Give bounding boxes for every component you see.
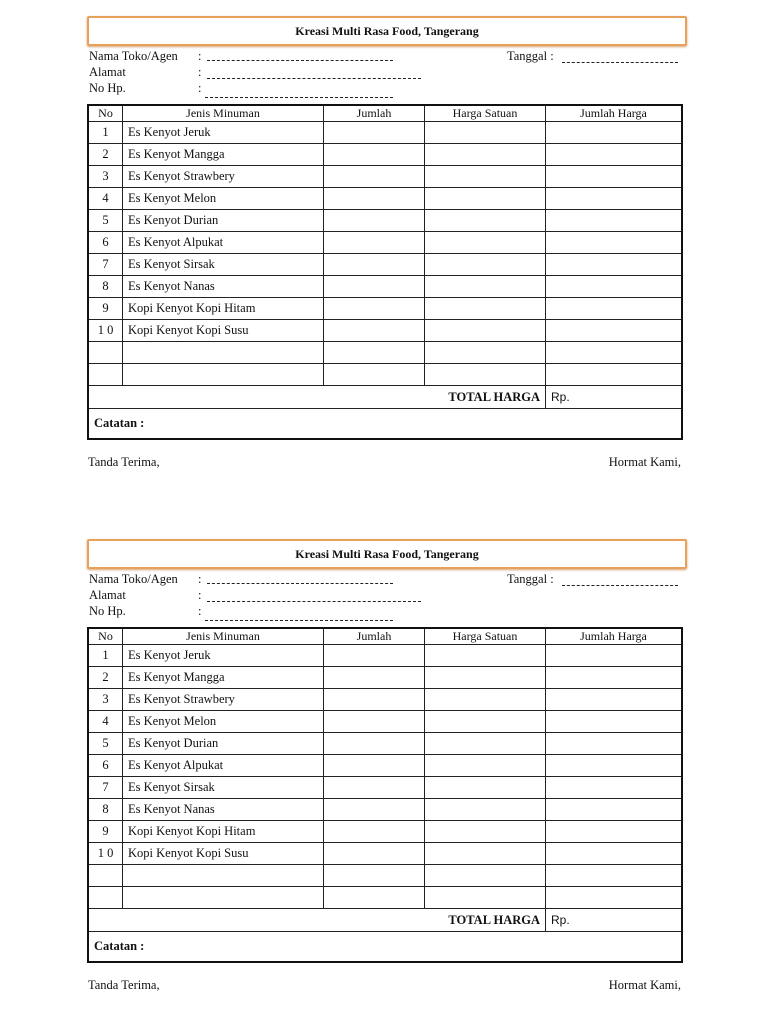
jumlah-harga-cell[interactable] xyxy=(546,777,683,799)
row-number: 3 xyxy=(88,689,123,711)
table-row xyxy=(88,843,682,865)
total-row xyxy=(88,386,682,409)
table-row xyxy=(88,777,682,799)
table-row xyxy=(88,711,682,733)
column-header: Jumlah xyxy=(324,105,425,122)
item-name: Kopi Kenyot Kopi Hitam xyxy=(123,298,324,320)
jumlah-harga-cell[interactable] xyxy=(546,254,683,276)
catatan-label[interactable]: Catatan : xyxy=(88,409,682,440)
table-row xyxy=(88,799,682,821)
total-value[interactable]: Rp. xyxy=(546,386,683,409)
jumlah-cell[interactable] xyxy=(324,865,425,887)
jumlah-harga-cell[interactable] xyxy=(546,166,683,188)
row-number: 9 xyxy=(88,821,123,843)
jumlah-cell[interactable] xyxy=(324,364,425,386)
item-name xyxy=(123,364,324,386)
jumlah-cell[interactable] xyxy=(324,210,425,232)
harga-satuan-cell[interactable] xyxy=(425,865,546,887)
jumlah-cell[interactable] xyxy=(324,298,425,320)
harga-satuan-cell[interactable] xyxy=(425,645,546,667)
item-name: Es Kenyot Mangga xyxy=(123,144,324,166)
harga-satuan-cell[interactable] xyxy=(425,821,546,843)
jumlah-cell[interactable] xyxy=(324,843,425,865)
harga-satuan-cell[interactable] xyxy=(425,254,546,276)
tanda-terima: Tanda Terima, xyxy=(88,455,160,469)
jumlah-harga-cell[interactable] xyxy=(546,364,683,386)
harga-satuan-cell[interactable] xyxy=(425,144,546,166)
harga-satuan-cell[interactable] xyxy=(425,210,546,232)
jumlah-cell[interactable] xyxy=(324,232,425,254)
alamat-field[interactable] xyxy=(207,601,421,602)
harga-satuan-cell[interactable] xyxy=(425,667,546,689)
total-label: TOTAL HARGA xyxy=(88,386,546,409)
jumlah-harga-cell[interactable] xyxy=(546,755,683,777)
harga-satuan-cell[interactable] xyxy=(425,711,546,733)
colon: : xyxy=(198,65,202,79)
jumlah-cell[interactable] xyxy=(324,188,425,210)
item-name: Es Kenyot Nanas xyxy=(123,276,324,298)
item-name: Es Kenyot Strawbery xyxy=(123,166,324,188)
table-row xyxy=(88,865,682,887)
jumlah-harga-cell[interactable] xyxy=(546,887,683,909)
table-row xyxy=(88,232,682,254)
catatan-label[interactable]: Catatan : xyxy=(88,932,682,963)
colon: : xyxy=(198,588,202,602)
item-name: Es Kenyot Mangga xyxy=(123,667,324,689)
table-row xyxy=(88,320,682,342)
jumlah-cell[interactable] xyxy=(324,887,425,909)
item-name: Es Kenyot Jeruk xyxy=(123,645,324,667)
harga-satuan-cell[interactable] xyxy=(425,276,546,298)
column-header: No xyxy=(88,105,123,122)
alamat-field[interactable] xyxy=(207,78,421,79)
harga-satuan-cell[interactable] xyxy=(425,689,546,711)
row-number: 5 xyxy=(88,210,123,232)
row-number xyxy=(88,865,123,887)
order-table xyxy=(87,627,683,963)
table-row xyxy=(88,755,682,777)
row-number: 8 xyxy=(88,276,123,298)
row-number xyxy=(88,887,123,909)
jumlah-harga-cell[interactable] xyxy=(546,342,683,364)
table-row xyxy=(88,667,682,689)
table-row xyxy=(88,342,682,364)
jumlah-harga-cell[interactable] xyxy=(546,210,683,232)
jumlah-cell[interactable] xyxy=(324,689,425,711)
item-name: Es Kenyot Sirsak xyxy=(123,254,324,276)
column-header: Jenis Minuman xyxy=(123,628,324,645)
jumlah-cell[interactable] xyxy=(324,777,425,799)
jumlah-harga-cell[interactable] xyxy=(546,144,683,166)
item-name: Es Kenyot Alpukat xyxy=(123,232,324,254)
column-header: No xyxy=(88,628,123,645)
alamat-label: Alamat xyxy=(89,588,126,602)
jumlah-cell[interactable] xyxy=(324,254,425,276)
total-row xyxy=(88,909,682,932)
jumlah-harga-cell[interactable] xyxy=(546,689,683,711)
item-name: Kopi Kenyot Kopi Susu xyxy=(123,320,324,342)
item-name xyxy=(123,865,324,887)
nohp-field[interactable] xyxy=(205,620,393,621)
table-row xyxy=(88,733,682,755)
item-name: Es Kenyot Alpukat xyxy=(123,755,324,777)
colon: : xyxy=(198,604,202,618)
jumlah-cell[interactable] xyxy=(324,144,425,166)
hormat-kami: Hormat Kami, xyxy=(608,455,681,469)
item-name xyxy=(123,342,324,364)
table-header xyxy=(88,628,682,645)
item-name: Es Kenyot Nanas xyxy=(123,799,324,821)
table-row xyxy=(88,689,682,711)
jumlah-harga-cell[interactable] xyxy=(546,320,683,342)
table-row xyxy=(88,821,682,843)
jumlah-harga-cell[interactable] xyxy=(546,122,683,144)
total-label: TOTAL HARGA xyxy=(88,909,546,932)
column-header: Harga Satuan xyxy=(425,628,546,645)
item-name: Es Kenyot Jeruk xyxy=(123,122,324,144)
row-number: 6 xyxy=(88,232,123,254)
jumlah-harga-cell[interactable] xyxy=(546,188,683,210)
item-name: Es Kenyot Melon xyxy=(123,711,324,733)
colon: : xyxy=(198,572,202,586)
colon: : xyxy=(198,81,202,95)
tanggal-field[interactable] xyxy=(562,62,678,63)
jumlah-harga-cell[interactable] xyxy=(546,645,683,667)
nohp-label: No Hp. xyxy=(89,81,126,95)
harga-satuan-cell[interactable] xyxy=(425,799,546,821)
row-number: 2 xyxy=(88,144,123,166)
row-number xyxy=(88,364,123,386)
jumlah-harga-cell[interactable] xyxy=(546,667,683,689)
jumlah-harga-cell[interactable] xyxy=(546,232,683,254)
jumlah-cell[interactable] xyxy=(324,667,425,689)
row-number: 1 xyxy=(88,122,123,144)
order-table xyxy=(87,104,683,440)
jumlah-cell[interactable] xyxy=(324,755,425,777)
row-number: 6 xyxy=(88,755,123,777)
order-form xyxy=(0,16,768,496)
jumlah-cell[interactable] xyxy=(324,122,425,144)
row-number: 1 0 xyxy=(88,320,123,342)
table-header xyxy=(88,105,682,122)
item-name: Es Kenyot Melon xyxy=(123,188,324,210)
item-name xyxy=(123,887,324,909)
form-title: Kreasi Multi Rasa Food, Tangerang xyxy=(87,16,687,46)
jumlah-harga-cell[interactable] xyxy=(546,298,683,320)
jumlah-harga-cell[interactable] xyxy=(546,733,683,755)
tanggal-label: Tanggal : xyxy=(507,49,554,63)
harga-satuan-cell[interactable] xyxy=(425,364,546,386)
table-row xyxy=(88,276,682,298)
item-name: Es Kenyot Strawbery xyxy=(123,689,324,711)
table-row xyxy=(88,144,682,166)
table-row xyxy=(88,645,682,667)
item-name: Kopi Kenyot Kopi Hitam xyxy=(123,821,324,843)
total-value[interactable]: Rp. xyxy=(546,909,683,932)
hormat-kami: Hormat Kami, xyxy=(608,978,681,992)
table-row xyxy=(88,887,682,909)
column-header: Jumlah xyxy=(324,628,425,645)
order-form xyxy=(0,539,768,1019)
harga-satuan-cell[interactable] xyxy=(425,320,546,342)
nohp-label: No Hp. xyxy=(89,604,126,618)
jumlah-harga-cell[interactable] xyxy=(546,821,683,843)
item-name: Es Kenyot Durian xyxy=(123,210,324,232)
column-header: Jenis Minuman xyxy=(123,105,324,122)
jumlah-cell[interactable] xyxy=(324,645,425,667)
harga-satuan-cell[interactable] xyxy=(425,232,546,254)
jumlah-cell[interactable] xyxy=(324,276,425,298)
nama-toko-field[interactable] xyxy=(207,60,393,61)
row-number: 1 xyxy=(88,645,123,667)
jumlah-harga-cell[interactable] xyxy=(546,276,683,298)
column-header: Jumlah Harga xyxy=(546,628,683,645)
jumlah-cell[interactable] xyxy=(324,320,425,342)
catatan-row xyxy=(88,409,682,440)
jumlah-cell[interactable] xyxy=(324,711,425,733)
jumlah-cell[interactable] xyxy=(324,166,425,188)
tanggal-field[interactable] xyxy=(562,585,678,586)
harga-satuan-cell[interactable] xyxy=(425,843,546,865)
row-number: 2 xyxy=(88,667,123,689)
nohp-field[interactable] xyxy=(205,97,393,98)
item-name: Es Kenyot Sirsak xyxy=(123,777,324,799)
table-row xyxy=(88,364,682,386)
column-header: Jumlah Harga xyxy=(546,105,683,122)
nama-toko-field[interactable] xyxy=(207,583,393,584)
alamat-label: Alamat xyxy=(89,65,126,79)
table-row xyxy=(88,210,682,232)
jumlah-cell[interactable] xyxy=(324,799,425,821)
harga-satuan-cell[interactable] xyxy=(425,298,546,320)
row-number: 7 xyxy=(88,777,123,799)
harga-satuan-cell[interactable] xyxy=(425,122,546,144)
jumlah-cell[interactable] xyxy=(324,733,425,755)
row-number: 8 xyxy=(88,799,123,821)
table-row xyxy=(88,188,682,210)
jumlah-cell[interactable] xyxy=(324,821,425,843)
harga-satuan-cell[interactable] xyxy=(425,188,546,210)
row-number xyxy=(88,342,123,364)
jumlah-harga-cell[interactable] xyxy=(546,865,683,887)
row-number: 4 xyxy=(88,188,123,210)
nama-toko-label: Nama Toko/Agen xyxy=(89,572,178,586)
row-number: 7 xyxy=(88,254,123,276)
row-number: 1 0 xyxy=(88,843,123,865)
colon: : xyxy=(198,49,202,63)
table-row xyxy=(88,166,682,188)
harga-satuan-cell[interactable] xyxy=(425,777,546,799)
tanggal-label: Tanggal : xyxy=(507,572,554,586)
nama-toko-label: Nama Toko/Agen xyxy=(89,49,178,63)
harga-satuan-cell[interactable] xyxy=(425,733,546,755)
row-number: 9 xyxy=(88,298,123,320)
tanda-terima: Tanda Terima, xyxy=(88,978,160,992)
item-name: Es Kenyot Durian xyxy=(123,733,324,755)
harga-satuan-cell[interactable] xyxy=(425,166,546,188)
row-number: 5 xyxy=(88,733,123,755)
item-name: Kopi Kenyot Kopi Susu xyxy=(123,843,324,865)
catatan-row xyxy=(88,932,682,963)
table-row xyxy=(88,254,682,276)
harga-satuan-cell[interactable] xyxy=(425,342,546,364)
column-header: Harga Satuan xyxy=(425,105,546,122)
harga-satuan-cell[interactable] xyxy=(425,755,546,777)
jumlah-cell[interactable] xyxy=(324,342,425,364)
table-row xyxy=(88,298,682,320)
jumlah-harga-cell[interactable] xyxy=(546,843,683,865)
jumlah-harga-cell[interactable] xyxy=(546,711,683,733)
row-number: 4 xyxy=(88,711,123,733)
harga-satuan-cell[interactable] xyxy=(425,887,546,909)
row-number: 3 xyxy=(88,166,123,188)
form-title: Kreasi Multi Rasa Food, Tangerang xyxy=(87,539,687,569)
jumlah-harga-cell[interactable] xyxy=(546,799,683,821)
table-row xyxy=(88,122,682,144)
